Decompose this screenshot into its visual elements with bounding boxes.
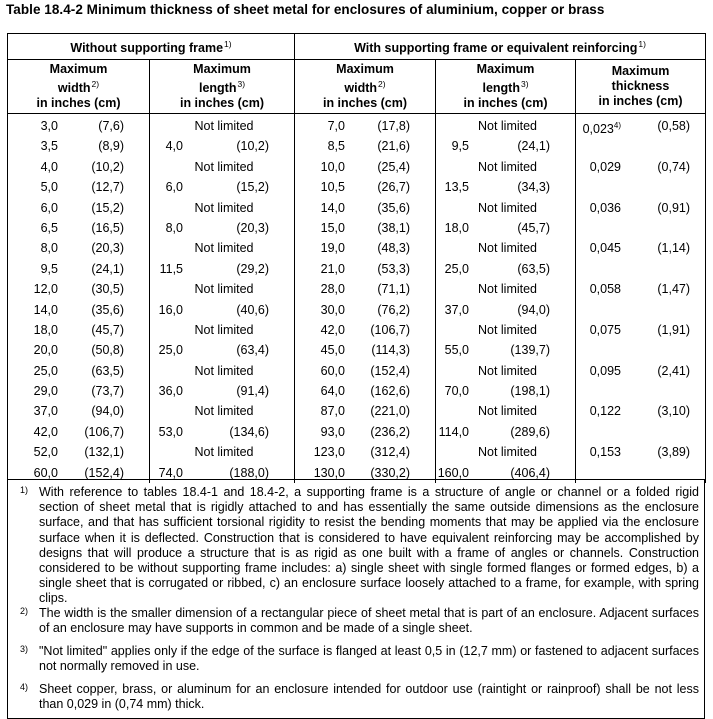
- table-cell: [8, 198, 149, 218]
- value-cm: (10,2): [236, 139, 269, 154]
- not-limited-cell: Not limited: [477, 200, 538, 215]
- table-cell: [8, 238, 149, 258]
- value-inches: 30,0: [320, 302, 345, 317]
- value-inches: 74,0: [158, 465, 183, 480]
- thickness-inches: 0,095: [589, 363, 621, 378]
- col-header-with-length: Maximum length$^{3)}$ in inches (cm): [436, 60, 576, 114]
- without-length-column: [150, 114, 295, 484]
- not-limited-cell: Not limited: [477, 282, 538, 297]
- value-cm: (106,7): [370, 322, 410, 337]
- not-limited-cell: Not limited: [194, 282, 254, 297]
- value-inches: 37,0: [33, 404, 58, 419]
- table-cell: [150, 259, 294, 279]
- value-inches: [576, 116, 621, 136]
- value-cm: (7,6): [98, 119, 124, 133]
- value-inches: 25,0: [158, 343, 183, 358]
- value-inches: 19,0: [320, 241, 345, 256]
- value-inches: [576, 442, 621, 462]
- with-frame-header: With supporting frame or equivalent reinforcing$^{1)}$: [295, 34, 706, 60]
- value-cm: (162,6): [370, 384, 410, 399]
- value-cm: (8,9): [98, 139, 124, 154]
- value-cm: (330,2): [370, 465, 410, 480]
- table-cell: [295, 381, 435, 401]
- value-inches: [576, 401, 621, 421]
- value-inches: 87,0: [320, 404, 345, 419]
- value-inches: 70,0: [444, 384, 469, 399]
- value-inches: 42,0: [320, 322, 345, 337]
- value-inches: 4,0: [165, 139, 183, 154]
- not-limited-cell: Not limited: [477, 445, 538, 460]
- empty-cell: [576, 218, 705, 238]
- value-inches: 14,0: [33, 302, 58, 317]
- footnote-text: The width is the smaller dimension of a rectangular piece of sheet metal that is part of an enclosure. Adjacent surfaces of an enclosure may have supports in common and be made of a single sheet.: [39, 606, 699, 636]
- value-cm: (10,2): [91, 159, 124, 174]
- value-inches: 3,5: [40, 139, 58, 154]
- value-inches: 36,0: [158, 384, 183, 399]
- table-cell: [150, 422, 294, 442]
- thickness-table: [7, 33, 706, 483]
- thickness-inches: 0,023: [582, 122, 614, 136]
- table-cell: [295, 401, 435, 421]
- thickness-inches: 0,122: [589, 404, 621, 419]
- col-header-thickness: Maximum thickness in inches (cm): [576, 60, 706, 114]
- thickness-inches: 0,058: [589, 282, 621, 297]
- empty-cell: [576, 300, 705, 320]
- value-inches: 55,0: [444, 343, 469, 358]
- table-cell: [295, 300, 435, 320]
- empty-cell: [576, 340, 705, 360]
- value-inches: 9,5: [451, 139, 469, 154]
- table-cell: [576, 157, 705, 177]
- not-limited-cell: Not limited: [194, 241, 254, 256]
- table-cell: [436, 218, 575, 238]
- not-limited-cell: Not limited: [194, 363, 254, 378]
- value-cm: (15,2): [91, 200, 124, 215]
- value-inches: 6,0: [165, 180, 183, 195]
- value-inches: 45,0: [320, 343, 345, 358]
- not-limited-cell: Not limited: [477, 404, 538, 419]
- value-cm: (40,6): [236, 302, 269, 317]
- footnote-number: 2): [20, 606, 29, 616]
- table-cell: [295, 320, 435, 340]
- not-limited-cell: Not limited: [477, 241, 538, 256]
- value-cm: (289,6): [510, 424, 550, 439]
- table-cell: [576, 320, 705, 340]
- value-cm: (406,4): [510, 465, 550, 480]
- thickness-inches: 0,045: [589, 241, 621, 256]
- table-cell: [8, 401, 149, 421]
- table-cell: [295, 442, 435, 462]
- value-inches: 10,5: [320, 180, 345, 195]
- thickness-inches: 0,075: [589, 322, 621, 337]
- value-mm: (3,89): [657, 445, 691, 460]
- value-inches: 3,0: [40, 119, 58, 133]
- value-cm: (152,4): [84, 465, 124, 480]
- footnote-text: Sheet copper, brass, or aluminum for an enclosure intended for outdoor use (raintight or rainproof) shall be not less than 0,029 in (0,74 mm) thick.: [39, 682, 699, 712]
- value-cm: (198,1): [510, 384, 550, 399]
- value-inches: 14,0: [320, 200, 345, 215]
- value-mm: (0,91): [657, 200, 691, 215]
- empty-cell: [576, 136, 705, 156]
- value-inches: [576, 320, 621, 340]
- empty-cell: [576, 177, 705, 197]
- value-cm: (63,5): [517, 261, 550, 276]
- not-limited-cell: Not limited: [194, 322, 254, 337]
- table-cell: [150, 381, 294, 401]
- value-cm: (16,5): [91, 220, 124, 235]
- value-cm: (63,5): [91, 363, 124, 378]
- table-cell: [576, 442, 705, 462]
- value-mm: (0,74): [657, 159, 691, 174]
- value-cm: (21,6): [377, 139, 410, 154]
- value-mm: (1,91): [657, 322, 691, 337]
- value-inches: [576, 157, 621, 177]
- with-length-column: [436, 114, 576, 484]
- value-inches: 16,0: [158, 302, 183, 317]
- table-title: Table 18.4-2 Minimum thickness of sheet metal for enclosures of aluminium, copper or brass: [6, 2, 605, 17]
- table-cell: [8, 381, 149, 401]
- table-cell: [150, 340, 294, 360]
- value-inches: 114,0: [438, 424, 469, 439]
- value-cm: (35,6): [377, 200, 410, 215]
- footnote-text: "Not limited" applies only if the edge of the surface is flanged at least 0,5 in (12,7 mm) or fastened to adjacent surfaces not normally removed in use.: [39, 644, 699, 674]
- value-inches: [576, 361, 621, 381]
- value-inches: 8,0: [40, 241, 58, 256]
- value-cm: (188,0): [229, 465, 269, 480]
- value-cm: (106,7): [84, 424, 124, 439]
- value-cm: (45,7): [91, 322, 124, 337]
- table-cell: [576, 401, 705, 421]
- table-cell: [8, 442, 149, 462]
- value-cm: (17,8): [377, 119, 410, 133]
- value-cm: (50,8): [91, 343, 124, 358]
- value-inches: 93,0: [320, 424, 345, 439]
- value-cm: (152,4): [370, 363, 410, 378]
- table-cell: [150, 136, 294, 156]
- value-cm: (63,4): [236, 343, 269, 358]
- value-cm: (45,7): [517, 220, 550, 235]
- value-cm: (34,3): [517, 180, 550, 195]
- table-cell: [436, 136, 575, 156]
- thickness-inches: 0,036: [589, 200, 621, 215]
- table-cell: [295, 279, 435, 299]
- value-mm: (1,14): [657, 241, 691, 256]
- value-inches: 15,0: [320, 220, 345, 235]
- table-cell: [8, 259, 149, 279]
- table-cell: [436, 177, 575, 197]
- table-cell: [8, 177, 149, 197]
- value-cm: (25,4): [377, 159, 410, 174]
- not-limited-cell: Not limited: [194, 159, 254, 174]
- table-cell: [576, 279, 705, 299]
- table-cell: [295, 136, 435, 156]
- value-inches: 25,0: [33, 363, 58, 378]
- value-inches: 10,0: [320, 159, 345, 174]
- value-cm: (134,6): [229, 424, 269, 439]
- table-cell: [150, 177, 294, 197]
- value-cm: (236,2): [370, 424, 410, 439]
- value-inches: 4,0: [40, 159, 58, 174]
- value-inches: 52,0: [33, 445, 58, 460]
- table-cell: [295, 259, 435, 279]
- thickness-inches: 0,029: [589, 159, 621, 174]
- table-cell: [576, 238, 705, 258]
- value-cm: (139,7): [510, 343, 550, 358]
- value-inches: 130,0: [313, 465, 345, 480]
- empty-cell: [576, 381, 705, 401]
- table-cell: [8, 279, 149, 299]
- without-width-column: [8, 114, 150, 484]
- value-inches: 9,5: [40, 261, 58, 276]
- table-cell: [8, 361, 149, 381]
- table-cell: [295, 116, 435, 136]
- col-header-without-length: Maximum length$^{3)}$ in inches (cm): [150, 60, 295, 114]
- footnote-ref: 4): [613, 121, 621, 130]
- value-cm: (12,7): [91, 180, 124, 195]
- value-inches: 18,0: [444, 220, 469, 235]
- value-inches: 42,0: [33, 424, 58, 439]
- thickness-column: [576, 114, 706, 484]
- table-cell: [576, 361, 705, 381]
- table-cell: [295, 198, 435, 218]
- value-inches: 12,0: [33, 282, 58, 297]
- value-inches: 160,0: [437, 465, 469, 480]
- value-inches: 60,0: [320, 363, 345, 378]
- table-cell: [436, 381, 575, 401]
- not-limited-cell: Not limited: [194, 404, 254, 419]
- without-frame-header: Without supporting frame$^{1)}$: [8, 34, 295, 60]
- value-cm: (38,1): [377, 220, 410, 235]
- value-cm: (94,0): [91, 404, 124, 419]
- value-cm: (26,7): [377, 180, 410, 195]
- value-inches: 5,0: [40, 180, 58, 195]
- footnote-number: 4): [20, 682, 29, 692]
- col-header-without-width: Maximum width$^{2)}$ in inches (cm): [8, 60, 150, 114]
- value-cm: (114,3): [371, 343, 410, 358]
- table-cell: [295, 361, 435, 381]
- value-cm: (53,3): [377, 261, 410, 276]
- table-cell: [8, 116, 149, 136]
- value-cm: (76,2): [377, 302, 410, 317]
- table-cell: [436, 422, 575, 442]
- table-cell: [150, 218, 294, 238]
- with-width-column: [295, 114, 436, 484]
- value-mm: (0,58): [657, 119, 691, 133]
- table-cell: [436, 259, 575, 279]
- not-limited-cell: Not limited: [194, 445, 254, 460]
- value-inches: 8,0: [165, 220, 183, 235]
- not-limited-cell: Not limited: [477, 119, 538, 133]
- table-cell: [8, 422, 149, 442]
- value-inches: 37,0: [444, 302, 469, 317]
- table-cell: [295, 177, 435, 197]
- value-cm: (35,6): [91, 302, 124, 317]
- not-limited-cell: Not limited: [477, 159, 538, 174]
- value-inches: 29,0: [33, 384, 58, 399]
- value-cm: (73,7): [91, 384, 124, 399]
- table-cell: [295, 157, 435, 177]
- value-cm: (71,1): [377, 282, 410, 297]
- value-cm: (91,4): [236, 384, 269, 399]
- value-inches: 53,0: [158, 424, 183, 439]
- value-cm: (15,2): [236, 180, 269, 195]
- value-inches: 21,0: [320, 261, 345, 276]
- empty-cell: [576, 259, 705, 279]
- value-inches: 64,0: [320, 384, 345, 399]
- value-cm: (30,5): [91, 282, 124, 297]
- col-header-with-width: Maximum width$^{2)}$ in inches (cm): [295, 60, 436, 114]
- not-limited-cell: Not limited: [194, 119, 254, 133]
- table-cell: [8, 300, 149, 320]
- value-mm: (1,47): [657, 282, 691, 297]
- table-cell: [576, 198, 705, 218]
- table-cell: [436, 300, 575, 320]
- thickness-inches: 0,153: [589, 445, 621, 460]
- footnote-number: 3): [20, 644, 29, 654]
- footnotes: [7, 479, 705, 719]
- not-limited-cell: Not limited: [477, 363, 538, 378]
- table-cell: [150, 300, 294, 320]
- value-inches: 13,5: [444, 180, 469, 195]
- value-cm: (20,3): [236, 220, 269, 235]
- not-limited-cell: Not limited: [477, 322, 538, 337]
- value-inches: 11,5: [159, 261, 183, 276]
- table-cell: [436, 340, 575, 360]
- not-limited-cell: Not limited: [194, 200, 254, 215]
- value-cm: (24,1): [517, 139, 550, 154]
- value-inches: [576, 198, 621, 218]
- table-cell: [295, 422, 435, 442]
- table-cell: [8, 218, 149, 238]
- value-inches: 20,0: [33, 343, 58, 358]
- value-cm: (94,0): [517, 302, 550, 317]
- value-inches: 6,0: [40, 200, 58, 215]
- value-cm: (312,4): [370, 445, 410, 460]
- value-inches: 28,0: [320, 282, 345, 297]
- table-cell: [576, 116, 705, 136]
- table-cell: [295, 218, 435, 238]
- value-inches: 123,0: [313, 445, 345, 460]
- value-inches: 60,0: [33, 465, 58, 480]
- table-cell: [295, 340, 435, 360]
- value-cm: (24,1): [91, 261, 124, 276]
- value-inches: 18,0: [33, 322, 58, 337]
- table-cell: [295, 238, 435, 258]
- value-inches: [576, 238, 621, 258]
- value-inches: [576, 279, 621, 299]
- value-mm: (3,10): [657, 404, 691, 419]
- value-cm: (132,1): [84, 445, 124, 460]
- footnote-text: With reference to tables 18.4-1 and 18.4-2, a supporting frame is a structure of angle or channel or a folded rigid section of sheet metal that is rigidly attached to and has essentially the same outside dimensions as the enclosure surface, and that has sufficient torsional rigidity to resist the bending moments that may be applied via the enclosure surface when it is deflected. Construction that is considered to have equivalent reinforcing may be accomplished by designs that will produce a structure that is as rigid as one built with a frame of angles or channels. Construction considered to be without supporting frame includes: a) single sheet with single formed flanges or formed edges, b) a single sheet that is corrugated or ribbed, c) an enclosure surface loosely attached to a frame, for example, with spring clips.: [39, 485, 699, 606]
- table-cell: [8, 157, 149, 177]
- value-inches: 25,0: [444, 261, 469, 276]
- value-cm: (29,2): [236, 261, 269, 276]
- table-cell: [8, 340, 149, 360]
- table-cell: [8, 136, 149, 156]
- value-cm: (48,3): [377, 241, 410, 256]
- value-inches: 7,0: [327, 119, 345, 133]
- footnote-number: 1): [20, 485, 29, 495]
- value-mm: (2,41): [657, 363, 691, 378]
- value-inches: 6,5: [40, 220, 58, 235]
- value-inches: 8,5: [327, 139, 345, 154]
- value-cm: (20,3): [91, 241, 124, 256]
- value-cm: (221,0): [370, 404, 410, 419]
- table-cell: [8, 320, 149, 340]
- empty-cell: [576, 422, 705, 442]
